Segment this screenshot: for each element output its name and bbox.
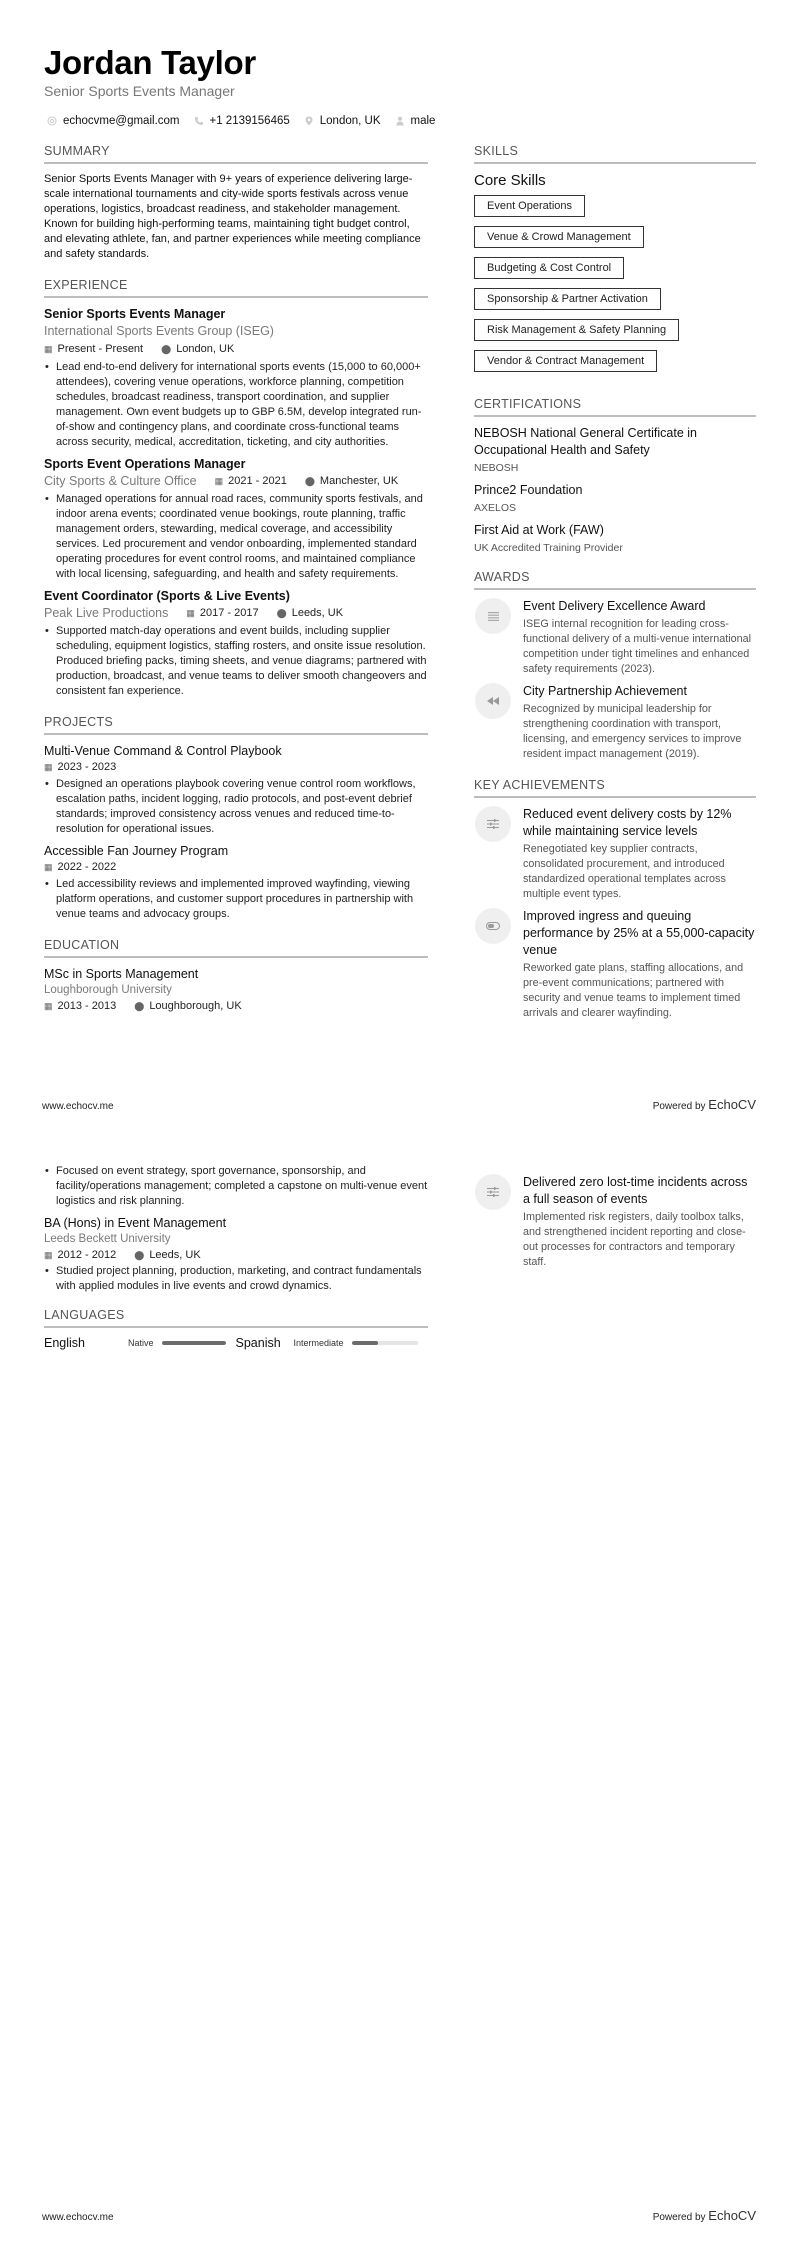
job-meta (44, 342, 428, 357)
phone-text: +1 2139156465 (209, 115, 290, 127)
section-title-projects: PROJECTS (44, 715, 428, 735)
certifications-section (474, 397, 756, 554)
company-name: International Sports Events Group (ISEG) (44, 324, 274, 338)
education-dates: 2012 - 2012 (57, 1249, 117, 1261)
phone-icon (194, 116, 204, 126)
toggle-icon (475, 908, 511, 944)
job-title: Event Coordinator (Sports & Live Events) (44, 589, 290, 603)
job-org-row (44, 473, 428, 490)
bullet: • Led accessibility reviews and implemented improved wayfinding, viewing platform operations, and customer support procedures in partnership with venue teams and advocacy groups. (44, 877, 428, 922)
calendar-icon: ▦ (44, 1001, 53, 1011)
language-name: Spanish (235, 1336, 281, 1350)
project-meta (44, 760, 428, 775)
section-title-languages: LANGUAGES (44, 1308, 428, 1328)
degree-title: MSc in Sports Management (44, 967, 199, 981)
award-entry (474, 598, 756, 677)
job-location: Leeds, UK (291, 607, 344, 619)
company-name: City Sports & Culture Office (44, 474, 197, 488)
project-meta (44, 860, 428, 875)
award-description: ISEG internal recognition for leading cross-functional delivery of a multi-venue international competition under tight timelines and enhanced safety requirements (2023). (523, 618, 752, 675)
skill-tag: Sponsorship & Partner Activation (474, 288, 661, 310)
education-section-continued (44, 1164, 428, 1294)
bullet: • Lead end-to-end delivery for international sports events (15,000 to 60,000+ attendees), covering venue operations, workforce planning, competition schedules, broadcast readiness, transport coordination, and supplier management. Own event budgets up to GBP 6.5M, develop integrated run-of-show and contingency plans, and coordinate cross-functional teams across security, medical, accreditation, ticketing, and city authorities. (44, 360, 428, 450)
achievement-description: Reworked gate plans, staffing allocations, and pre-event communications; partnered with security and venue teams to implement timed arrivals and clearer wayfinding. (523, 962, 744, 1019)
section-title-skills: SKILLS (474, 144, 756, 164)
left-column (44, 144, 428, 1030)
award-description: Recognized by municipal leadership for strengthening coordination with transport, licensing, and emergency services to improve resident impact management (2019). (523, 703, 742, 760)
skill-tag: Event Operations (474, 195, 585, 217)
skill-tag: Vendor & Contract Management (474, 350, 657, 372)
candidate-title: Senior Sports Events Manager (44, 83, 235, 99)
experience-entry (44, 306, 428, 450)
calendar-icon: ▦ (44, 344, 53, 354)
award-title: Event Delivery Excellence Award (523, 599, 706, 613)
calendar-icon: ▦ (186, 608, 195, 618)
calendar-icon: ▦ (44, 1250, 53, 1260)
skill-tag: Venue & Crowd Management (474, 226, 644, 248)
certification-name: NEBOSH National General Certificate in Occupational Health and Safety (474, 426, 698, 457)
project-entry (44, 843, 428, 922)
achievement-description: Renegotiated key supplier contracts, consolidated procurement, and introduced standardized operational templates across multiple event types. (523, 843, 726, 900)
school-name: Leeds Beckett University (44, 1233, 171, 1245)
job-bullets (44, 360, 428, 450)
education-entry (44, 1164, 428, 1209)
section-title-experience: EXPERIENCE (44, 278, 428, 298)
job-org-row (44, 605, 428, 622)
powered-by-label: Powered by (652, 1101, 706, 1112)
education-bullets (44, 1164, 428, 1209)
job-title: Senior Sports Events Manager (44, 307, 226, 321)
skill-tag: Budgeting & Cost Control (474, 257, 624, 279)
page-footer (42, 1097, 756, 1112)
project-dates: 2023 - 2023 (57, 761, 117, 773)
education-section (44, 938, 428, 1014)
education-location: Loughborough, UK (149, 1000, 242, 1012)
location-text: London, UK (319, 115, 381, 127)
achievement-title: Improved ingress and queuing performance by 25% at a 55,000-capacity venue (523, 909, 755, 957)
experience-entry (44, 588, 428, 699)
powered-by-label: Powered by (652, 2212, 706, 2223)
skills-group-title: Core Skills (474, 172, 546, 189)
experience-section (44, 278, 428, 699)
job-title: Sports Event Operations Manager (44, 457, 246, 471)
location-pin-icon: ⬤ (161, 344, 172, 354)
location-pin-icon: ⬤ (134, 1250, 145, 1260)
project-title: Accessible Fan Journey Program (44, 844, 229, 858)
candidate-name: Jordan Taylor (44, 44, 256, 81)
section-title-achievements: KEY ACHIEVEMENTS (474, 778, 756, 798)
calendar-icon: ▦ (44, 862, 53, 872)
company-name: Peak Live Productions (44, 606, 169, 620)
job-dates: Present - Present (57, 343, 144, 355)
job-location: London, UK (176, 343, 235, 355)
right-column (474, 1174, 756, 1276)
job-bullets (44, 624, 428, 699)
achievements-section (474, 778, 756, 1021)
projects-section (44, 715, 428, 922)
calendar-icon: ▦ (214, 476, 224, 486)
language-level: Intermediate (293, 1338, 344, 1348)
certification-name: First Aid at Work (FAW) (474, 523, 604, 537)
project-entry (44, 743, 428, 837)
education-meta (44, 1248, 428, 1263)
skill-tag-list (474, 195, 756, 381)
sliders-icon (475, 1174, 511, 1210)
at-icon (47, 116, 57, 126)
footer-website-link[interactable]: www.echocv.me (42, 1101, 114, 1112)
contact-gender (395, 115, 436, 127)
resume-header (44, 44, 435, 127)
location-pin-icon: ⬤ (304, 476, 315, 486)
contact-phone[interactable] (194, 115, 290, 127)
gender-text: male (410, 115, 436, 127)
summary-section (44, 144, 428, 262)
footer-powered-by (653, 2208, 756, 2223)
section-title-summary: SUMMARY (44, 144, 428, 164)
award-entry (474, 683, 756, 762)
certification-name: Prince2 Foundation (474, 483, 583, 497)
certification-entry (474, 425, 756, 474)
section-title-certifications: CERTIFICATIONS (474, 397, 756, 417)
bullet: • Designed an operations playbook covering venue control room workflows, escalation paths, incident logging, radio protocols, and post-event debrief standards; improved consistency across venues and reduced time-to-resolution for operational issues. (44, 777, 428, 837)
right-column (474, 144, 756, 1037)
job-location: Manchester, UK (319, 475, 399, 487)
job-bullets (44, 492, 428, 582)
certification-issuer: NEBOSH (474, 462, 519, 474)
languages-section (44, 1308, 428, 1350)
job-dates: 2021 - 2021 (228, 475, 287, 487)
language-name: English (44, 1336, 85, 1350)
certification-entry (474, 482, 756, 514)
job-meta (186, 606, 343, 621)
project-dates: 2022 - 2022 (57, 861, 117, 873)
list-icon (475, 598, 511, 634)
certification-issuer: UK Accredited Training Provider (474, 542, 623, 554)
location-pin-icon: ⬤ (134, 1001, 145, 1011)
certification-entry (474, 522, 756, 554)
brand-logo: EchoCV (708, 1097, 756, 1112)
achievement-entry (474, 908, 756, 1021)
project-bullets (44, 777, 428, 837)
email-text: echocvme@gmail.com (63, 115, 180, 127)
rewind-icon (475, 683, 511, 719)
sliders-icon (475, 806, 511, 842)
calendar-icon: ▦ (44, 762, 53, 772)
location-pin-icon (304, 116, 314, 126)
education-bullets (44, 1264, 428, 1294)
school-name: Loughborough University (44, 984, 172, 996)
footer-powered-by (653, 1097, 756, 1112)
education-dates: 2013 - 2013 (57, 1000, 117, 1012)
language-proficiency-fill (352, 1341, 378, 1345)
bullet: • Studied project planning, production, marketing, and contract fundamentals with applied modules in live events and crowd dynamics. (44, 1264, 428, 1294)
language-level: Native (128, 1338, 154, 1348)
achievement-title: Delivered zero lost-time incidents across a full season of events (523, 1175, 748, 1206)
education-entry (44, 966, 428, 1014)
left-column (44, 1164, 428, 1366)
section-title-awards: AWARDS (474, 570, 756, 590)
contact-location (304, 115, 381, 127)
bullet: • Supported match-day operations and event builds, including supplier scheduling, equipment logistics, staffing rosters, and onsite issue resolution. Produced briefing packs, timing sheets, and venue diagrams; partnered with production, broadcast, and venue teams to deliver smooth changeovers and consistent fan experience. (44, 624, 428, 699)
location-pin-icon: ⬤ (276, 608, 287, 618)
footer-website-link[interactable]: www.echocv.me (42, 2212, 114, 2223)
experience-entry (44, 456, 428, 582)
section-title-education: EDUCATION (44, 938, 428, 958)
degree-title: BA (Hons) in Event Management (44, 1216, 227, 1230)
education-entry (44, 1215, 428, 1294)
job-meta (215, 474, 399, 489)
summary-text: Senior Sports Events Manager with 9+ years of experience delivering large-scale international tournaments and city-wide sports festivals across venue operations, logistics, broadcast readiness, and stakeholder management. Known for building high-performing teams, maintaining tight budget control, and elevating athlete, fan, and partner experiences while meeting compliance and safety standards. (44, 173, 421, 260)
language-list (44, 1336, 428, 1350)
bullet: • Focused on event strategy, sport governance, sponsorship, and facility/operations management; completed a capstone on multi-venue event logistics and risk planning. (44, 1164, 428, 1209)
contact-bar (44, 115, 435, 127)
achievement-title: Reduced event delivery costs by 12% while maintaining service levels (523, 807, 732, 838)
skill-tag: Risk Management & Safety Planning (474, 319, 679, 341)
achievement-entry (474, 1174, 756, 1270)
education-location: Leeds, UK (149, 1249, 201, 1261)
page-footer (42, 2208, 756, 2223)
project-bullets (44, 877, 428, 922)
language-proficiency-bar (352, 1341, 418, 1345)
brand-logo: EchoCV (708, 2208, 756, 2223)
person-icon (395, 116, 405, 126)
achievement-description: Implemented risk registers, daily toolbox talks, and strengthened incident reporting and close-out processes for contractors and temporary staff. (523, 1211, 746, 1268)
award-title: City Partnership Achievement (523, 684, 687, 698)
education-meta (44, 999, 428, 1014)
language-proficiency-fill (162, 1341, 226, 1345)
certification-issuer: AXELOS (474, 502, 517, 514)
resume-page-2 (0, 1130, 794, 2246)
achievement-entry (474, 806, 756, 902)
bullet: • Managed operations for annual road races, community sports festivals, and indoor arena events; coordinated venue bookings, route planning, traffic management orders, stewarding, medical coverage, and accessibility services. Led procurement and vendor onboarding, implemented standard operating procedures for event control rooms, and maintained compliance with local licensing, safeguarding, and health and safety requirements. (44, 492, 428, 582)
language-proficiency-bar (162, 1341, 226, 1345)
job-dates: 2017 - 2017 (199, 607, 259, 619)
project-title: Multi-Venue Command & Control Playbook (44, 744, 282, 758)
contact-email[interactable] (47, 115, 180, 127)
skills-section (474, 144, 756, 381)
awards-section (474, 570, 756, 762)
